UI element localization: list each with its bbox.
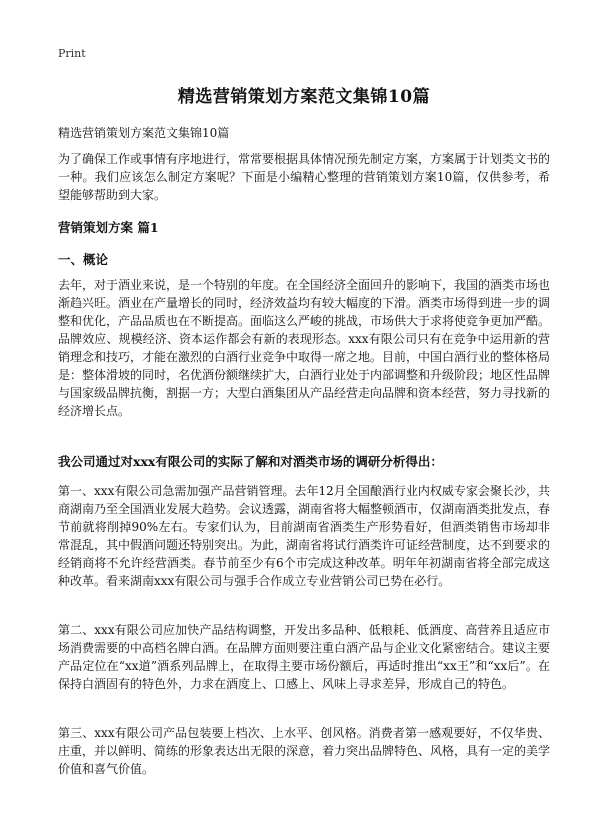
point-third-paragraph: 第三、xxx有限公司产品包装要上档次、上水平、创风格。消费者第一感观要好，不仅华贵、庄重，并以鲜明、简练的形象表达出无限的深意，着力突出品牌特色、风格，具有一定的美学价值和喜气价值。 [58,726,551,776]
point-first-paragraph: 第一、xxx有限公司急需加强产品营销管理。去年12月全国酿酒行业内权威专家会聚长沙，共商湖南乃至全国酒业发展大趋势。会议透露，湖南省将大幅整顿酒市，仅湖南酒类批发点，春节前就将削掉90%左右。专家们认为，目前湖南省酒类生产形势看好，但酒类销售市场却非常混乱，其中假酒问题还特别突出。为此，湖南省将试行酒类许可证经营制度，达不到要求的经销商将不允许经营酒类。春节前至少有6个市完成这种改革。明年年初湖南省将全部完成这种改革。看来湖南xxx有限公司与强手合作成立专业营销公司已势在必行。 [58,484,551,588]
print-label[interactable]: Print [58,47,86,60]
article-heading: 营销策划方案 篇1 [58,220,159,235]
point-second-paragraph: 第二、xxx有限公司应加快产品结构调整，开发出多品种、低粮耗、低酒度、高营养且适应市场消费需要的中高档名牌白酒。在品牌方面则要注重白酒产品与企业文化紧密结合。建议主要产品定位在“xx道”酒系列品牌上，在取得主要市场份额后，再适时推出“xx王”和“xx后”。在保持白酒固有的特色外，力求在酒度上、口感上、风味上寻求差异，形成自己的特色。 [58,623,551,691]
overview-paragraph: 去年，对于酒业来说，是一个特别的年度。在全国经济全面回升的影响下，我国的酒类市场也渐趋兴旺。酒业在产量增长的同时，经济效益均有较大幅度的下滑。酒类市场得到进一步的调整和优化，产品品质也在不断提高。面临这么严峻的挑战，市场供大于求将使竞争更加严酷。品牌效应、规模经济、资本运作都会有新的表现形态。xxx有限公司只有在竞争中运用新的营销理念和技巧，才能在激烈的白酒行业竞争中取得一席之地。目前，中国白酒行业的整体格局是：整体滑坡的同时，名优酒份额继续扩大，白酒行业处于内部调整和升级阶段；地区性品牌与国家级品牌抗衡，割据一方；大型白酒集团从产品经营走向品牌和资本经营，努力寻找新的经济增长点。 [58,278,551,418]
section-heading-overview: 一、概论 [58,252,109,267]
analysis-heading: 我公司通过对xxx有限公司的实际了解和对酒类市场的调研分析得出： [58,454,443,469]
intro-paragraph: 为了确保工作或事情有序地进行，常常要根据具体情况预先制定方案，方案属于计划类文书的一种。我们应该怎么制定方案呢？下面是小编精心整理的营销策划方案10篇，仅供参考，希望能够帮助到大家。 [58,152,551,202]
document-subtitle: 精选营销策划方案范文集锦10篇 [58,126,230,140]
document-title: 精选营销策划方案范文集锦10篇 [177,87,431,107]
